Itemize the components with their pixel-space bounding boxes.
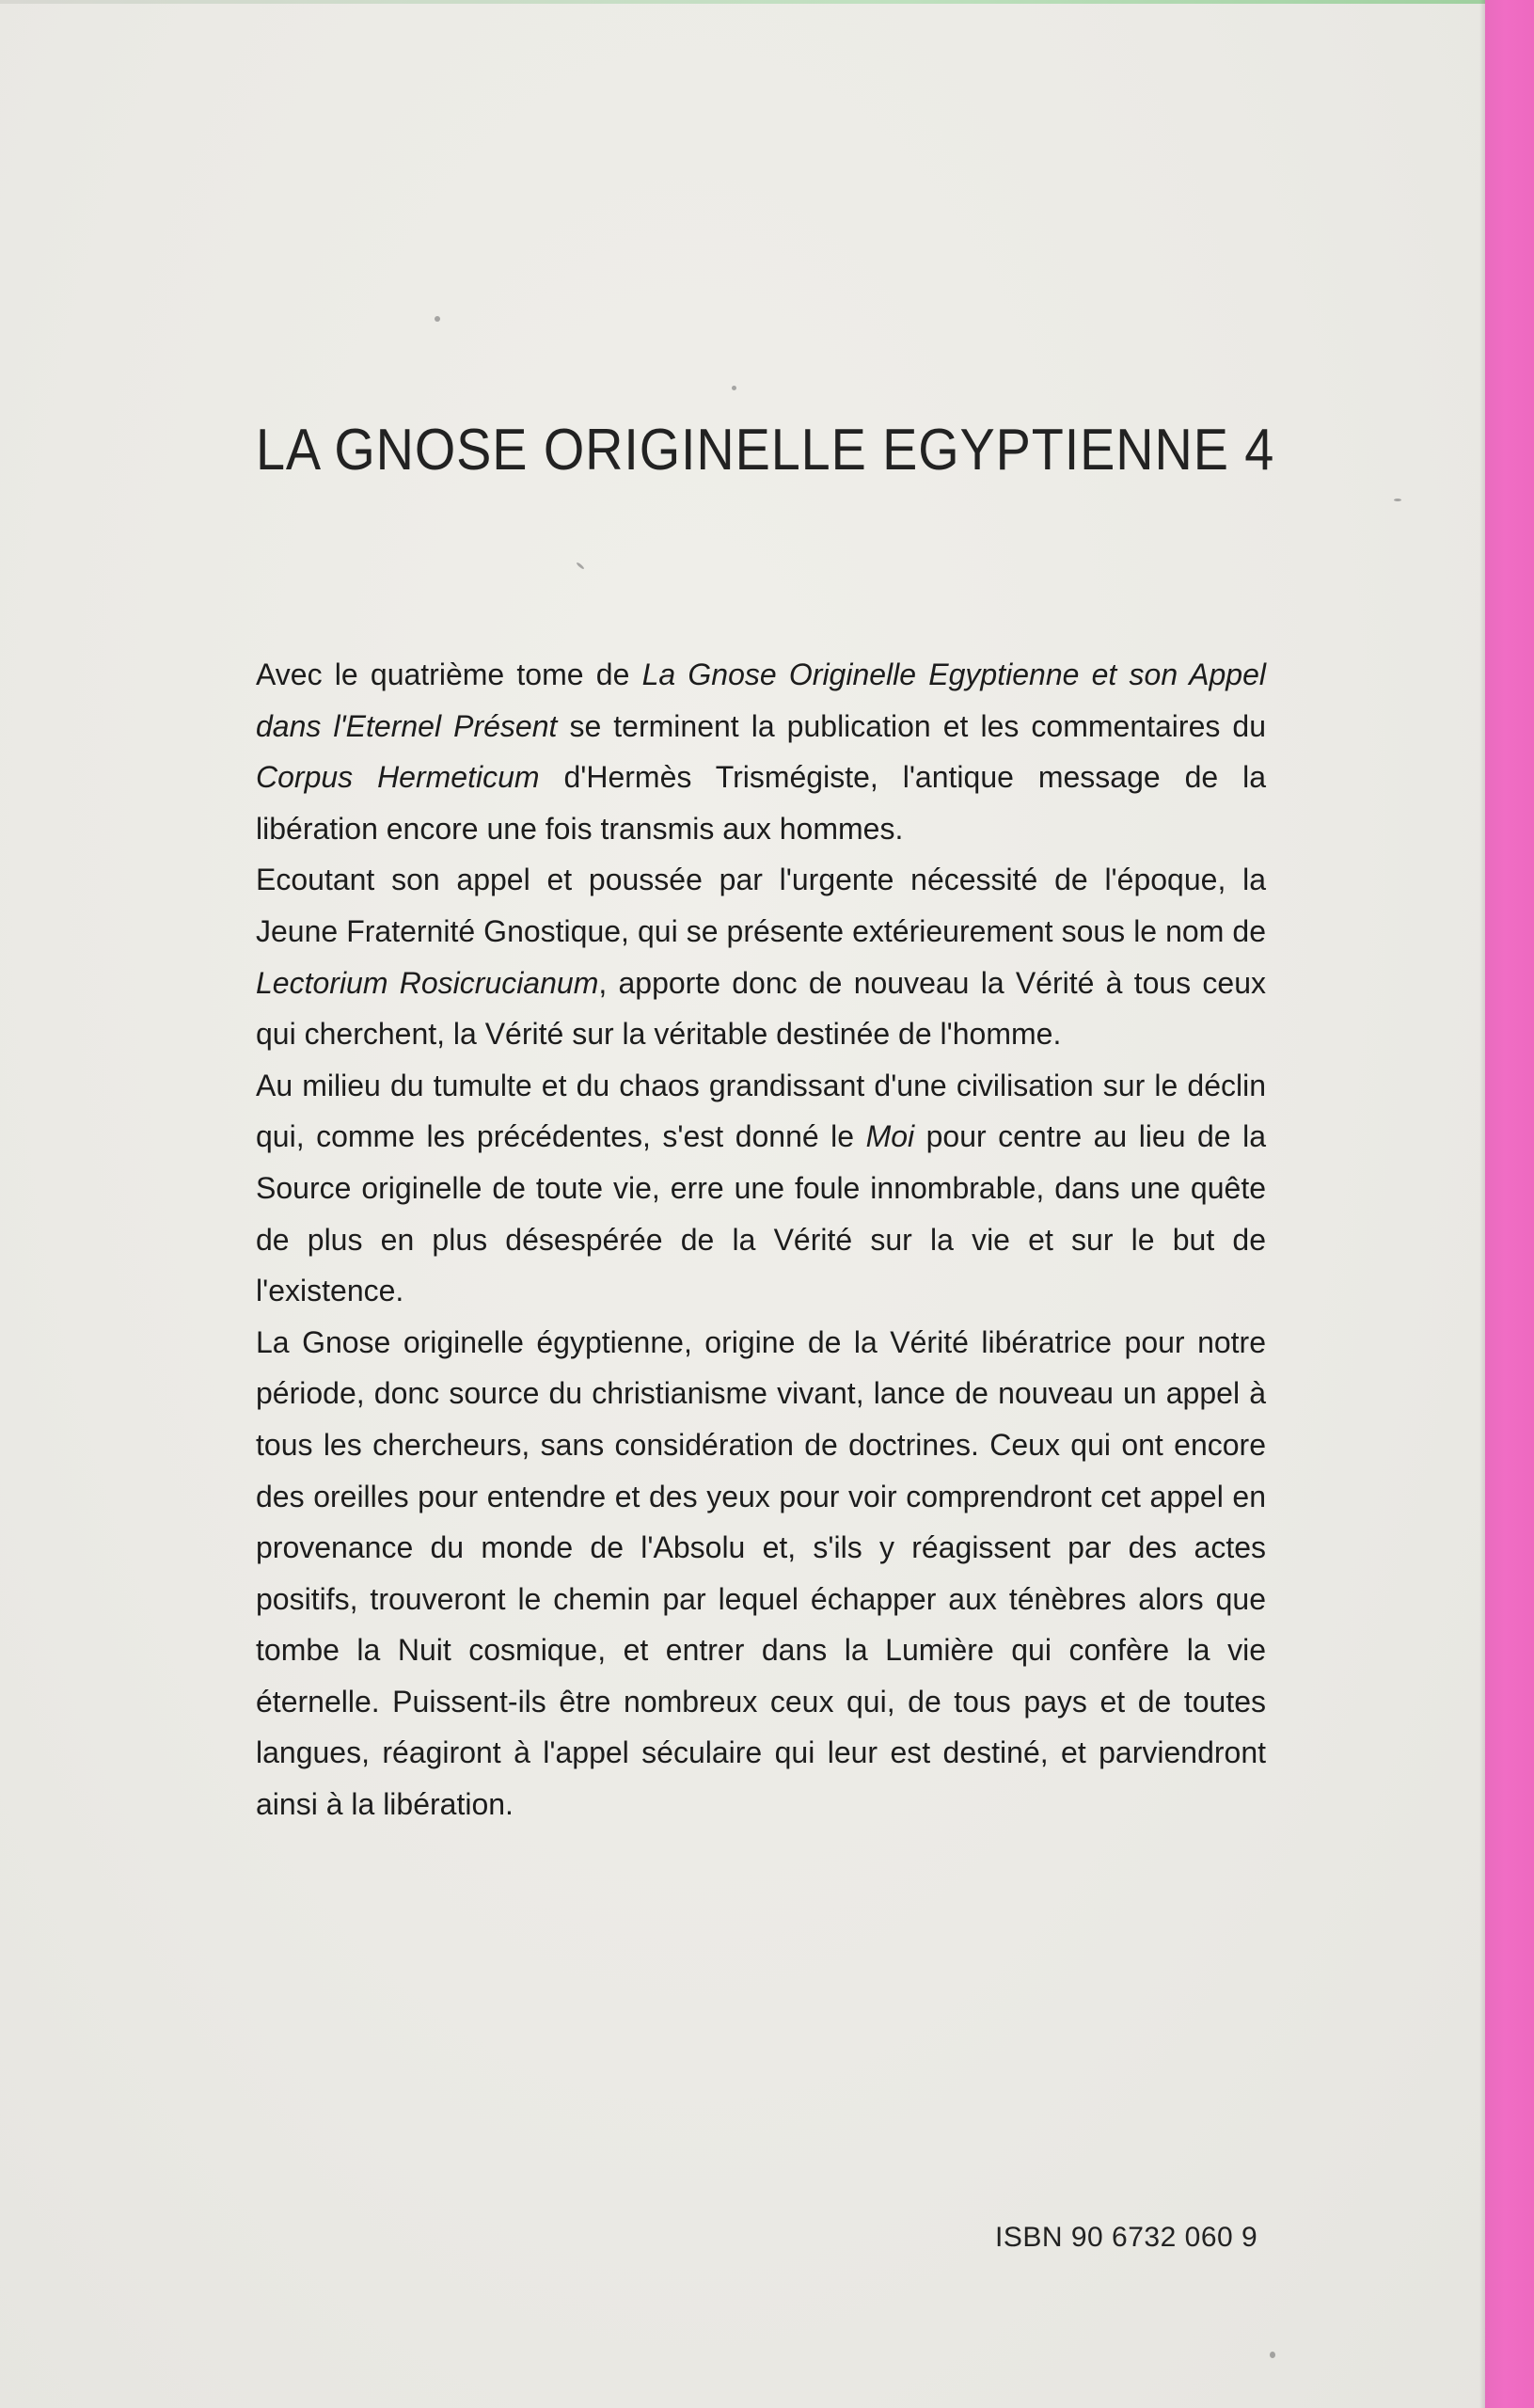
dust-speck (1270, 2352, 1275, 2358)
book-title: LA GNOSE ORIGINELLE EGYPTIENNE 4 (256, 418, 1275, 483)
text-run: Avec le quatrième tome de (256, 657, 642, 691)
italic-title-run: La Gnose Originelle Egyptienne et son Appel dans l'Eternel Présent (256, 657, 1267, 743)
text-run: pour centre au lieu de la Source originelle de toute vie, erre une foule innombrable, dans une quête de plus en plus désespérée de la Vérité sur la vie et sur le but de l'existence. (256, 1119, 1267, 1308)
cover-top-edge (0, 0, 1486, 4)
italic-title-run: Lectorium Rosicrucianum (256, 965, 599, 1000)
dust-speck (1394, 499, 1401, 501)
text-run: d'Hermès Trismégiste, l'antique message de la libération encore une fois transmis aux hommes. (256, 760, 1267, 846)
pink-spine-strip (1485, 0, 1534, 2408)
isbn-number: ISBN 90 6732 060 9 (995, 2222, 1258, 2253)
text-run: se terminent la publication et les commentaires du (557, 708, 1267, 743)
dust-speck (732, 386, 736, 390)
blurb-paragraph (256, 649, 1266, 854)
dust-speck (576, 562, 585, 570)
text-run: La Gnose originelle égyptienne, origine de la Vérité libératrice pour notre période, donc source du christianisme vivant, lance de nouveau un appel à tous les chercheurs, sans considération de doctrines. Ceux qui ont encore des oreilles pour entendre et des yeux pour voir comprendront cet appel en provenance du monde de l'Absolu et, s'ils y réagissent par des actes positifs, trouveront le chemin par lequel échapper aux ténèbres alors que tombe la Nuit cosmique, et entrer dans la Lumière qui confère la vie éternelle. Puissent-ils être nombreux ceux qui, de tous pays et de toutes langues, réagiront à l'appel séculaire qui leur est destiné, et parviendront ainsi à la libération. (256, 1324, 1266, 1822)
text-run: Ecoutant son appel et poussée par l'urgente nécessité de l'époque, la Jeune Fraternité Gnostique, qui se présente extérieurement sous le nom de (256, 863, 1266, 948)
dust-speck (435, 316, 440, 322)
blurb-text (256, 649, 1266, 1830)
blurb-paragraph (256, 1060, 1266, 1317)
text-run: , apporte donc de nouveau la Vérité à tous ceux qui cherchent, la Vérité sur la véritable destinée de l'homme. (256, 965, 1267, 1052)
italic-title-run: Moi (865, 1119, 915, 1154)
italic-title-run: Corpus Hermeticum (256, 760, 540, 795)
blurb-paragraph (256, 1317, 1266, 1830)
text-run: Au milieu du tumulte et du chaos grandissant d'une civilisation sur le déclin qui, comme les précédentes, s'est donné le (256, 1068, 1266, 1154)
blurb-paragraph (256, 854, 1266, 1059)
